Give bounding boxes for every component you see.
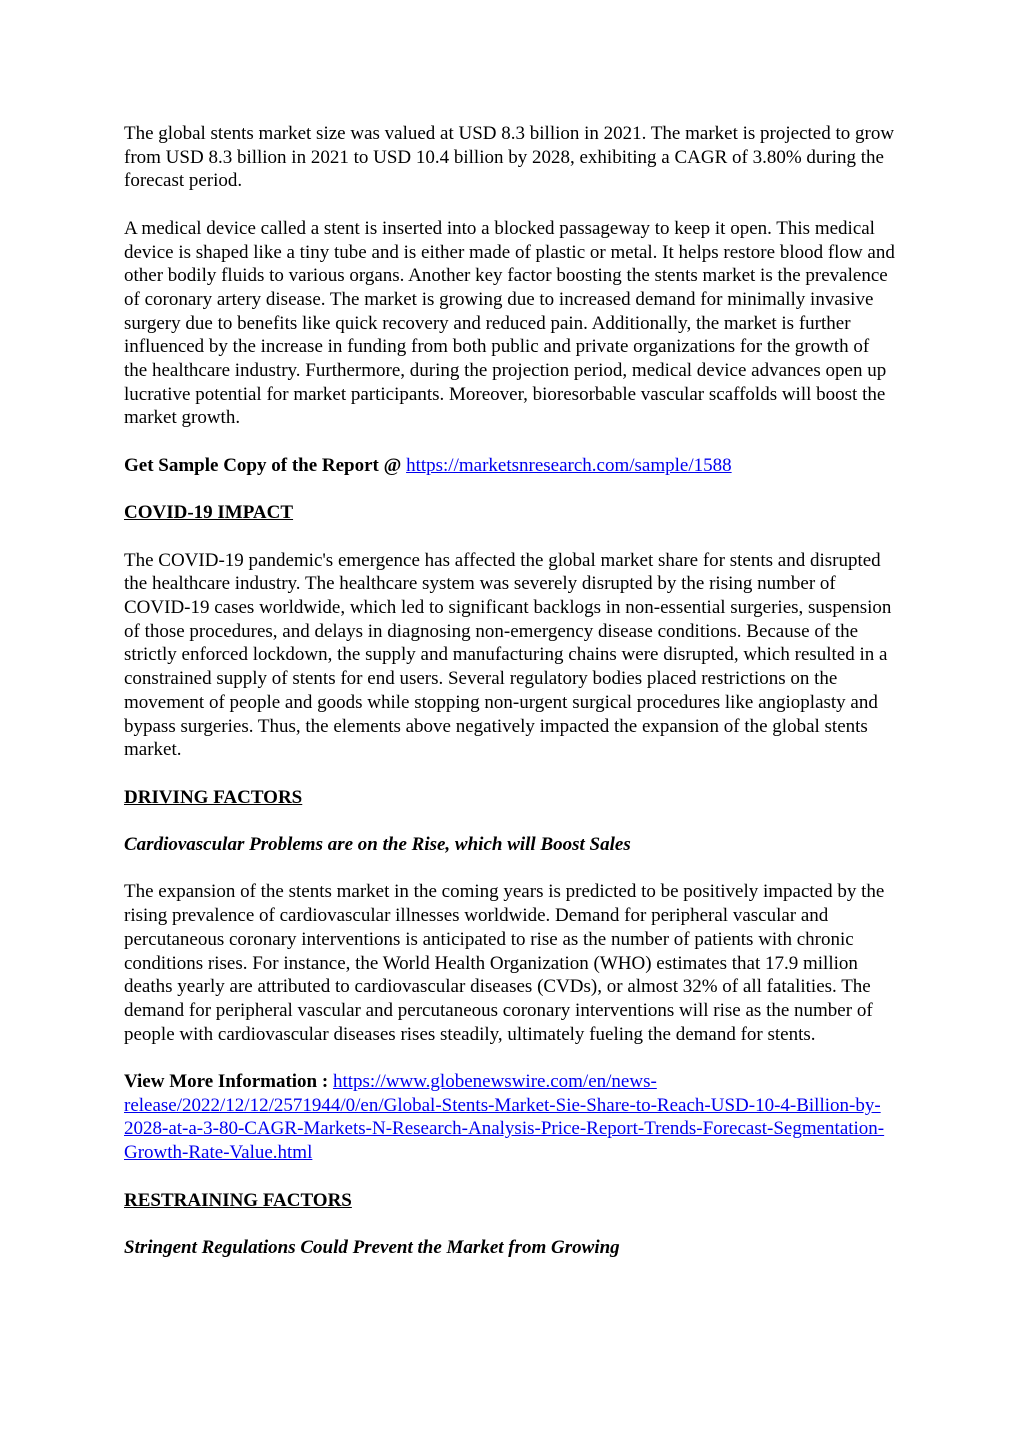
covid-impact-heading: COVID-19 IMPACT: [124, 502, 294, 524]
sample-copy-label: Get Sample Copy of the Report @: [124, 454, 402, 476]
covid-impact-paragraph: The COVID-19 pandemic's emergence has affected the global market share for stents and disrupted the healthcare industry. The healthcare system was severely disrupted by the rising number of COVID-19 cases worldwide, which led to significant backlogs in non-essential surgeries, suspension of those procedures, and delays in diagnosing non-emergency disease conditions. Because of the strictly enforced lockdown, the supply and manufacturing chains were disrupted, which resulted in a constrained supply of stents for end users. Several regulatory bodies placed restrictions on the movement of people and goods while stopping non-urgent surgical procedures like angioplasty and bypass surgeries. Thus, the elements above negatively impacted the expansion of the global stents market.: [124, 549, 892, 761]
driving-factors-paragraph: The expansion of the stents market in the coming years is predicted to be positively impacted by the rising prevalence of cardiovascular illnesses worldwide. Demand for peripheral vascular and percutaneous coronary interventions is anticipated to rise as the number of patients with chronic conditions rises. For instance, the World Health Organization (WHO) estimates that 17.9 million deaths yearly are attributed to cardiovascular diseases (CVDs), or almost 32% of all fatalities. The demand for peripheral vascular and percutaneous coronary interventions will rise as the number of people with cardiovascular diseases rises steadily, ultimately fueling the demand for stents.: [124, 881, 885, 1045]
restraining-factors-subheading: Stringent Regulations Could Prevent the Market from Growing: [124, 1236, 620, 1258]
view-more-line: [124, 1070, 896, 1165]
stent-description-paragraph: A medical device called a stent is inserted into a blocked passageway to keep it open. This medical device is shaped like a tiny tube and is either made of plastic or metal. It helps restore blood flow and other bodily fluids to various organs. Another key factor boosting the stents market is the prevalence of coronary artery disease. The market is growing due to increased demand for minimally invasive surgery due to benefits like quick recovery and reduced pain. Additionally, the market is further influenced by the increase in funding from both public and private organizations for the growth of the healthcare industry. Furthermore, during the projection period, medical device advances open up lucrative potential for market participants. Moreover, bioresorbable vascular scaffolds will boost the market growth.: [124, 217, 895, 429]
intro-paragraph: The global stents market size was valued at USD 8.3 billion in 2021. The market is projected to grow from USD 8.3 billion in 2021 to USD 10.4 billion by 2028, exhibiting a CAGR of 3.80% during the forecast period.: [124, 123, 895, 192]
view-more-link[interactable]: https://www.globenewswire.com/en/news-release/2022/12/12/2571944/0/en/Global-Stents-Market-Sie-Share-to-Reach-USD-10-4-Billion-by-2028-at-a-3-80-CAGR-Markets-N-Research-Analysis-Price-Report-Trends-Forecast-Segmentation-Growth-Rate-Value.html: [124, 1071, 885, 1164]
driving-factors-heading: DRIVING FACTORS: [124, 786, 303, 808]
restraining-factors-heading: RESTRAINING FACTORS: [124, 1189, 352, 1211]
document-page: [124, 122, 896, 1283]
view-more-label: View More Information :: [124, 1071, 329, 1092]
driving-factors-subheading: Cardiovascular Problems are on the Rise, which will Boost Sales: [124, 834, 631, 855]
sample-copy-link[interactable]: https://marketsnresearch.com/sample/1588: [406, 454, 732, 476]
sample-copy-line: [124, 454, 896, 478]
